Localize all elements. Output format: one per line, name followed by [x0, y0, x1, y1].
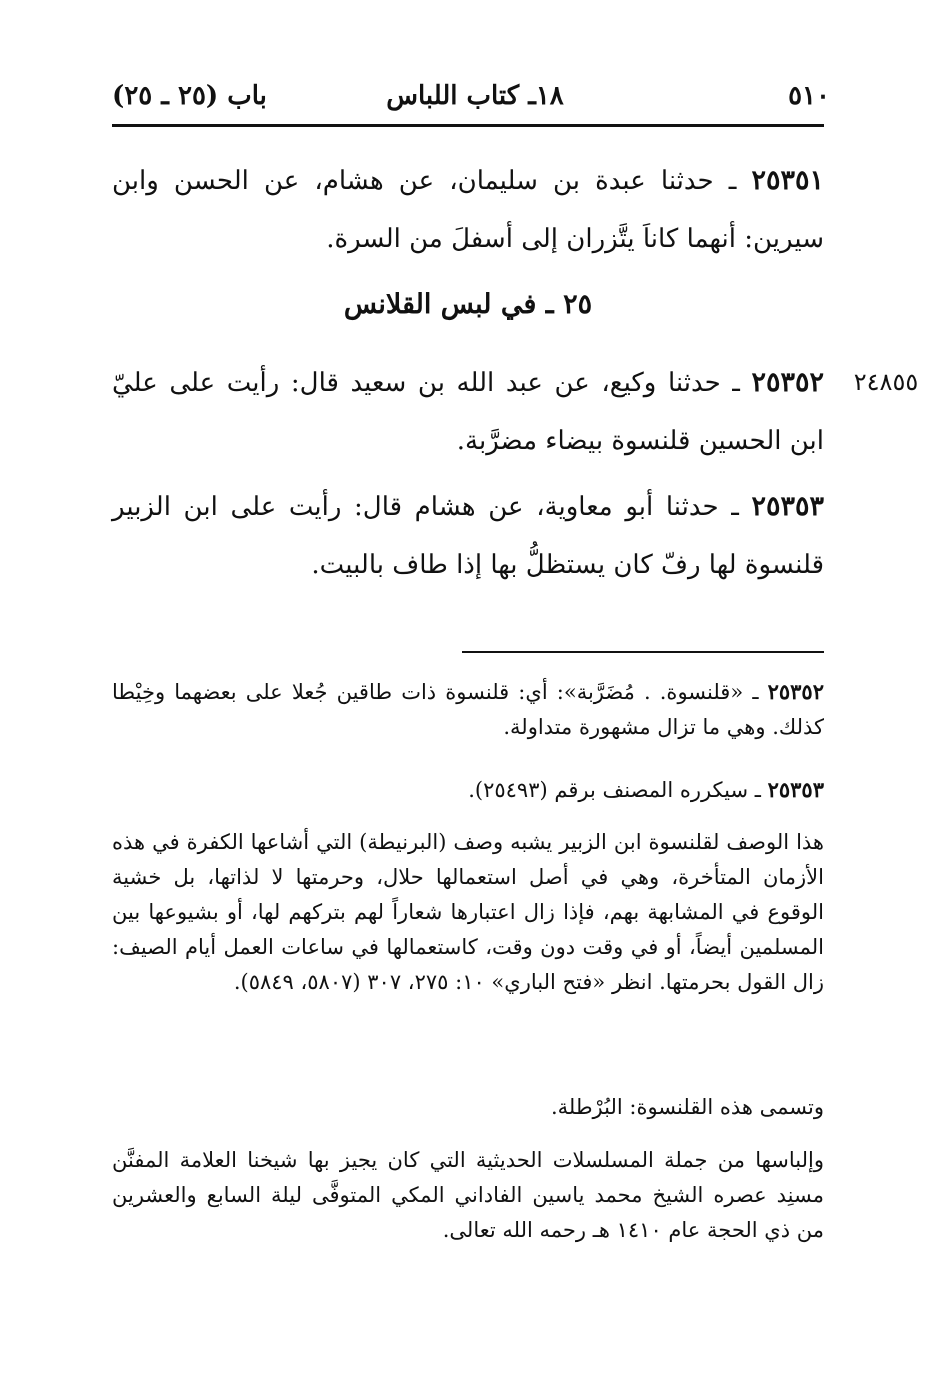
hadith-25352 — [112, 354, 824, 470]
footnote-25353 — [112, 772, 824, 808]
hadith-number: ٢٥٣٥٣ — [751, 491, 824, 522]
footnote-text: ـ سيكرره المصنف برقم (٢٥٤٩٣). — [468, 778, 768, 802]
footnote-text: هذا الوصف لقلنسوة ابن الزبير يشبه وصف (البرنيطة) التي أشاعها الكفرة في هذه الأزمان المتأخرة، وهي في أصل استعمالها حلال، وحرمتها لا لذاتها، بل خشية الوقوع في المشابهة بهم، فإذا زال اعتبارها شعاراً لهم بتركهم لها، أو بشيوعها بين المسلمين أيضاً، أو في وقت دون وقت، كاستعمالها في ساعات العمل أيام الصيف: زال القول بحرمتها. انظر «فتح الباري» ١٠: ٢٧٥، ٣٠٧ (٥٨٠٧، ٥٨٤٩). — [112, 830, 824, 994]
footnote-paragraph — [112, 1090, 824, 1125]
footnote-text: وتسمى هذه القلنسوة: البُرْطلة. — [550, 1095, 824, 1119]
footnote-text: ـ «قلنسوة. . مُضَرَّبة»: أي: قلنسوة ذات طاقين جُعلا على بعضهما وخِيْطا كذلك. وهي ما تزال مشهورة متداولة. — [112, 680, 824, 739]
footnote-number: ٢٥٣٥٢ — [767, 679, 824, 704]
section-title: ٢٥ ـ في لبس القلانس — [343, 289, 593, 320]
footnote-text: وإلباسها من جملة المسلسلات الحديثية التي كان يجيز بها شيخنا العلامة المفنَّن مسنِد عصره الشيخ محمد ياسين الفاداني المكي المتوفَّى ليلة السابع والعشرين من ذي الحجة عام ١٤١٠ هـ رحمه الله تعالى. — [112, 1148, 824, 1242]
page-number: ٥١٠ — [788, 81, 830, 111]
hadith-25351 — [112, 152, 824, 268]
footnote-25352 — [112, 674, 824, 745]
hadith-25353 — [112, 478, 824, 594]
hadith-text: ـ حدثنا عبدة بن سليمان، عن هشام، عن الحسن وابن سيرين: أنهما كاناَ يتَّزران إلى أسفلَ من السرة. — [112, 166, 824, 254]
hadith-text: ـ حدثنا أبو معاوية، عن هشام قال: رأيت على ابن الزبير قلنسوة لها رفّ كان يستظلُّ بها إذا طاف بالبيت. — [112, 492, 824, 580]
chapter-range: باب (٢٥ ـ ٢٥) — [112, 81, 267, 111]
hadith-number: ٢٥٣٥٢ — [751, 367, 824, 398]
book-title: ١٨ـ كتاب اللباس — [386, 81, 564, 111]
hadith-number: ٢٥٣٥١ — [751, 165, 824, 196]
footnote-number: ٢٥٣٥٣ — [767, 777, 824, 802]
hadith-text: ـ حدثنا وكيع، عن عبد الله بن سعيد قال: رأيت على عليّ ابن الحسين قلنسوة بيضاء مضرَّبة. — [112, 368, 824, 456]
footnote-paragraph — [112, 1143, 824, 1248]
header-rule — [112, 124, 824, 127]
margin-reference: ٢٤٨٥٥ — [853, 368, 919, 396]
footnote-paragraph — [112, 825, 824, 1000]
footnote-rule — [462, 651, 824, 653]
